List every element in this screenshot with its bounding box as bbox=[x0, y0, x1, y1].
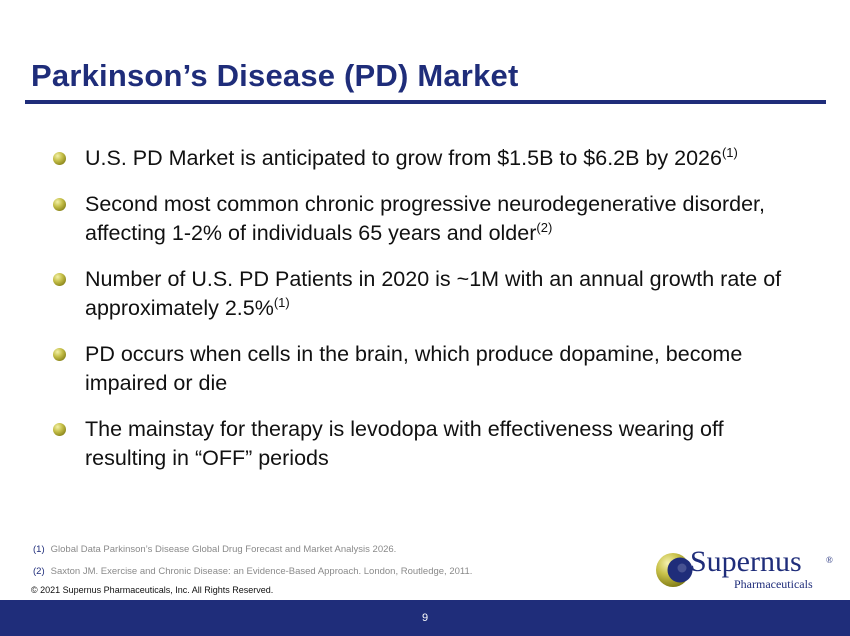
registered-mark: ® bbox=[826, 555, 833, 565]
slide-title: Parkinson’s Disease (PD) Market bbox=[31, 58, 519, 93]
bullet-list bbox=[50, 144, 810, 490]
bullet-reference: (1) bbox=[273, 294, 290, 310]
bullet-text: Number of U.S. PD Patients in 2020 is ~1M with an annual growth rate of approximately 2.5% bbox=[85, 267, 782, 320]
bullet-text: U.S. PD Market is anticipated to grow from $1.5B to $6.2B by 2026 bbox=[85, 146, 722, 170]
supernus-logo-mark-icon bbox=[654, 550, 694, 590]
bullet-dot-icon bbox=[53, 348, 66, 361]
bullet-dot-icon bbox=[53, 273, 66, 286]
footnote-number: (2) bbox=[33, 566, 45, 577]
bullet-text: PD occurs when cells in the brain, which produce dopamine, become impaired or die bbox=[85, 342, 743, 395]
title-underline bbox=[25, 100, 826, 104]
footnote-text: Global Data Parkinson’s Disease Global Drug Forecast and Market Analysis 2026. bbox=[50, 544, 397, 555]
bullet-item bbox=[50, 190, 810, 248]
footnote-number: (1) bbox=[33, 544, 45, 555]
bullet-item bbox=[50, 265, 810, 323]
bullet-text: The mainstay for therapy is levodopa with effectiveness wearing off resulting in “OFF” periods bbox=[85, 417, 724, 470]
bullet-dot-icon bbox=[53, 152, 66, 165]
footnote-text: Saxton JM. Exercise and Chronic Disease: an Evidence-Based Approach. London, Routledge, 2011. bbox=[50, 566, 473, 577]
copyright-notice: © 2021 Supernus Pharmaceuticals, Inc. All Rights Reserved. bbox=[31, 585, 274, 595]
bullet-reference: (2) bbox=[536, 219, 553, 235]
footnotes bbox=[33, 543, 472, 587]
page-number: 9 bbox=[421, 612, 429, 624]
bullet-item bbox=[50, 340, 810, 398]
bullet-dot-icon bbox=[53, 423, 66, 436]
footnote bbox=[33, 565, 472, 587]
company-logo bbox=[654, 545, 834, 592]
bullet-item bbox=[50, 415, 810, 473]
bullet-dot-icon bbox=[53, 198, 66, 211]
bullet-text: Second most common chronic progressive neurodegenerative disorder, affecting 1-2% of individuals 65 years and older bbox=[85, 192, 766, 245]
logo-wordmark: Supernus bbox=[690, 545, 802, 578]
bullet-item bbox=[50, 144, 810, 173]
footnote bbox=[33, 543, 472, 565]
logo-subtitle: Pharmaceuticals bbox=[734, 577, 813, 591]
bullet-reference: (1) bbox=[721, 144, 738, 160]
